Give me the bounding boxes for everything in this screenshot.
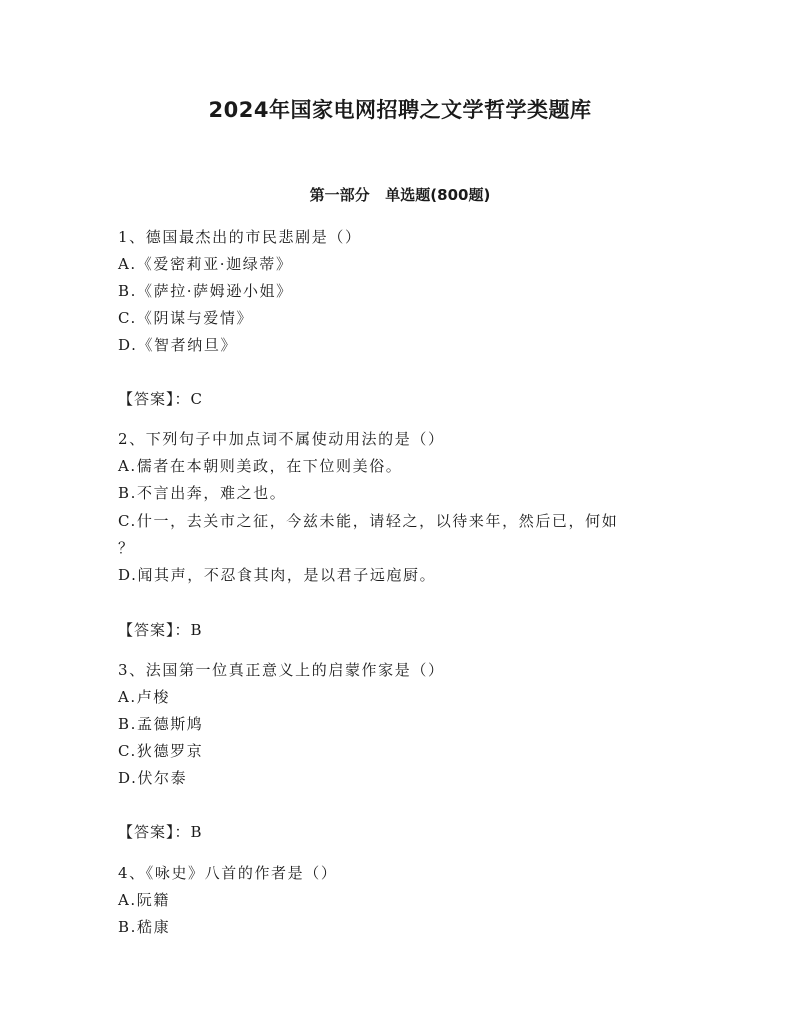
question-3-answer: 【答案】：B xyxy=(118,823,203,841)
question-1-option-b: B.《萨拉·萨姆逊小姐》 xyxy=(118,282,293,300)
question-3-option-d: D.伏尔泰 xyxy=(118,769,188,787)
question-3-option-b: B.孟德斯鸠 xyxy=(118,715,204,733)
question-3-stem: 3、法国第一位真正意义上的启蒙作家是（） xyxy=(118,661,445,679)
question-4-stem: 4、《咏史》八首的作者是（） xyxy=(118,864,338,882)
question-1-stem: 1、德国最杰出的市民悲剧是（） xyxy=(118,228,362,246)
question-2-option-a: A.儒者在本朝则美政，在下位则美俗。 xyxy=(118,457,403,475)
question-2-answer: 【答案】：B xyxy=(118,621,203,639)
section-heading: 第一部分 单选题(800题) xyxy=(309,186,491,204)
question-3-option-a: A.卢梭 xyxy=(118,688,171,706)
question-1-option-c: C.《阴谋与爱情》 xyxy=(118,309,254,327)
question-1-option-a: A.《爱密莉亚·迦绿蒂》 xyxy=(118,255,293,273)
question-2-stem: 2、下列句子中加点词不属使动用法的是（） xyxy=(118,430,445,448)
question-4-option-b: B.嵇康 xyxy=(118,918,171,936)
question-2-option-c: C.什一，去关市之征，今兹未能，请轻之，以待来年，然后已，何如 xyxy=(118,512,619,530)
question-1-answer: 【答案】：C xyxy=(118,390,203,408)
question-2-option-d: D.闻其声，不忍食其肉，是以君子远庖厨。 xyxy=(118,566,437,584)
question-1-option-d: D.《智者纳旦》 xyxy=(118,336,238,354)
question-2-option-c-continuation: ？ xyxy=(118,539,135,557)
question-4-option-a: A.阮籍 xyxy=(118,891,171,909)
document-title: 2024年国家电网招聘之文学哲学类题库 xyxy=(208,98,592,122)
question-3-option-c: C.狄德罗京 xyxy=(118,742,204,760)
question-2-option-b: B.不言出奔，难之也。 xyxy=(118,484,287,502)
